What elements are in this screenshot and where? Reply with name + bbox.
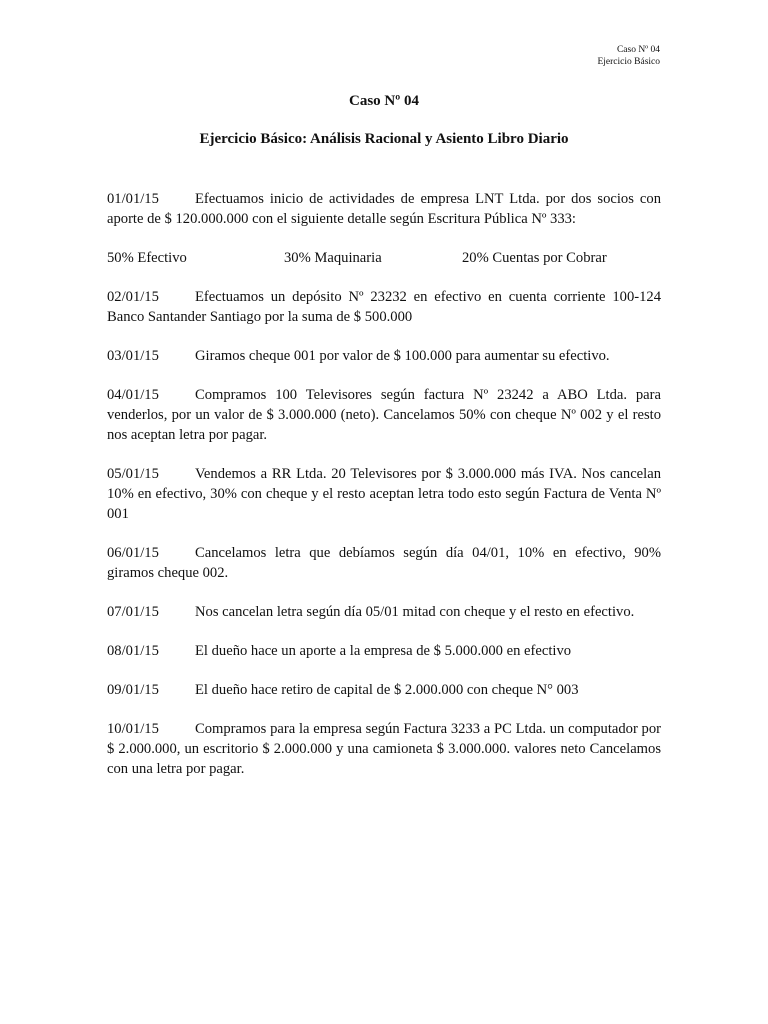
entry-text: El dueño hace un aporte a la empresa de $ 5.000.000 en efectivo xyxy=(195,643,572,659)
running-header-case: Caso Nº 04 xyxy=(616,45,660,55)
entry-09 xyxy=(107,680,661,700)
entry-text: Giramos cheque 001 por valor de $ 100.000 para aumentar su efectivo. xyxy=(195,348,610,364)
allocation-machinery: 30% Maquinaria xyxy=(284,250,382,266)
entry-10 xyxy=(107,719,661,779)
entry-date: 01/01/15 xyxy=(107,191,159,207)
entry-date: 10/01/15 xyxy=(107,721,159,737)
entry-02 xyxy=(107,287,661,327)
entry-text: Compramos 100 Televisores según factura Nº 23242 a ABO Ltda. para venderlos, por un valor de $ 3.000.000 (neto). Cancelamos 50% con cheque Nº 002 y el resto nos aceptan letra por pagar. xyxy=(107,387,661,443)
running-header xyxy=(597,44,660,68)
entry-date: 07/01/15 xyxy=(107,604,159,620)
entry-text: Compramos para la empresa según Factura 3233 a PC Ltda. un computador por $ 2.000.000, un escritorio $ 2.000.000 y una camioneta $ 3.000.000. valores neto Cancelamos con una letra por pagar. xyxy=(107,721,661,777)
entry-date: 05/01/15 xyxy=(107,466,159,482)
entry-06 xyxy=(107,543,661,583)
entry-08 xyxy=(107,641,661,661)
entry-05 xyxy=(107,464,661,524)
entry-text: Efectuamos un depósito Nº 23232 en efectivo en cuenta corriente 100-124 Banco Santander Santiago por la suma de $ 500.000 xyxy=(107,289,661,325)
entry-03 xyxy=(107,346,661,366)
entry-text: El dueño hace retiro de capital de $ 2.000.000 con cheque N° 003 xyxy=(195,682,579,698)
entry-text: Vendemos a RR Ltda. 20 Televisores por $ 3.000.000 más IVA. Nos cancelan 10% en efectivo, 30% con cheque y el resto aceptan letra todo esto según Factura de Venta Nº 001 xyxy=(107,466,661,522)
entry-text: Efectuamos inicio de actividades de empresa LNT Ltda. por dos socios con aporte de $ 120.000.000 con el siguiente detalle según Escritura Pública Nº 333: xyxy=(107,191,661,227)
entry-date: 02/01/15 xyxy=(107,289,159,305)
allocation-cash: 50% Efectivo xyxy=(107,250,187,266)
allocation-receivables: 20% Cuentas por Cobrar xyxy=(462,250,607,266)
entry-01 xyxy=(107,189,661,229)
document-title: Caso Nº 04 xyxy=(349,93,419,109)
entry-text: Nos cancelan letra según día 05/01 mitad con cheque y el resto en efectivo. xyxy=(195,604,635,620)
entry-07 xyxy=(107,602,661,622)
entry-date: 08/01/15 xyxy=(107,643,159,659)
entry-04 xyxy=(107,385,661,445)
entry-date: 03/01/15 xyxy=(107,348,159,364)
entry-date: 04/01/15 xyxy=(107,387,159,403)
entry-date: 09/01/15 xyxy=(107,682,159,698)
document-body xyxy=(107,189,661,798)
entry-text: Cancelamos letra que debíamos según día 04/01, 10% en efectivo, 90% giramos cheque 002. xyxy=(107,545,661,581)
capital-allocation xyxy=(107,248,661,268)
document-subtitle: Ejercicio Básico: Análisis Racional y Asiento Libro Diario xyxy=(199,131,569,147)
entry-date: 06/01/15 xyxy=(107,545,159,561)
running-header-exercise: Ejercicio Básico xyxy=(597,57,660,67)
